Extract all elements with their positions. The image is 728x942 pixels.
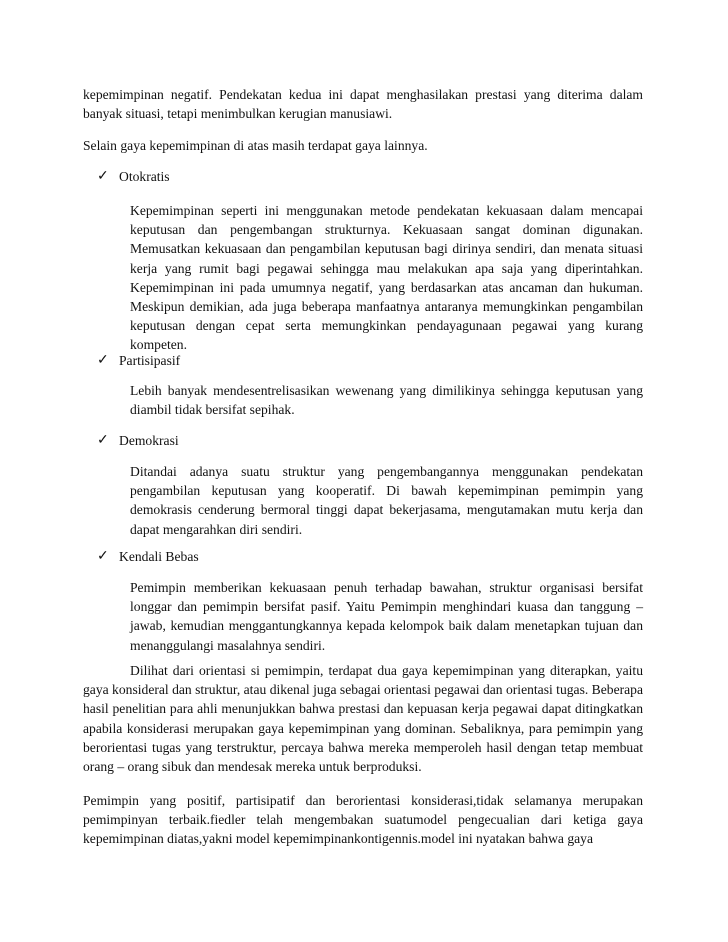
style-body-otokratis: Kepemimpinan seperti ini menggunakan metode pendekatan kekuasaan dalam mencapai keputusan dan pengembangan strukturnya. Kekuasaan sangat dominan digunakan. Memusatkan kekuasaan dan pengambilan keputusan bagi dirinya sendiri, dan menata situasi kerja yang rumit bagi pegawai sehingga mau melakukan apa saja yang diperintahkan. Kepemimpinan ini pada umumnya negatif, yang berdasarkan atas ancaman dan hukuman. Meskipun demikian, ada juga beberapa manfaatnya antaranya memungkinkan pengambilan keputusan dengan cepat serta memungkinkan pendayagunaan pegawai yang kurang kompeten. <box>130 203 643 353</box>
style-title: Partisipasif <box>119 353 181 368</box>
style-heading-kendali-bebas <box>97 547 199 566</box>
checkmark-icon: ✓ <box>97 549 109 564</box>
checkmark-icon: ✓ <box>97 169 109 184</box>
style-title: Kendali Bebas <box>119 549 199 564</box>
style-heading-partisipasif <box>97 351 180 370</box>
lead-paragraph: Selain gaya kepemimpinan di atas masih terdapat gaya lainnya. <box>83 138 428 153</box>
checkmark-icon: ✓ <box>97 433 109 448</box>
style-heading-demokrasi <box>97 431 179 450</box>
orientation-paragraph: Dilihat dari orientasi si pemimpin, terdapat dua gaya kepemimpinan yang diterapkan, yaitu gaya konsideral dan struktur, atau dikenal juga sebagai orientasi pegawai dan orientasi tugas. Beberapa hasil penelitian para ahli menunjukkan bahwa prestasi dan kepuasan kerja pegawai dapat ditingkatkan apabila konsiderasi merupakan gaya kepemimpinan yang dominan. Sebaliknya, para pemimpin yang berorientasi tugas yang terstruktur, percaya bahwa mereka memperoleh hasil dengan tetap membuat orang – orang sibuk dan mendesak mereka untuk berproduksi. <box>83 663 643 775</box>
style-body-kendali-bebas: Pemimpin memberikan kekuasaan penuh terhadap bawahan, struktur organisasi bersifat longgar dan pemimpin bersifat pasif. Yaitu Pemimpin menghindari kuasa dan tanggung – jawab, kemudian menggantungkannya kepada kelompok baik dalam menetapkan tujuan dan menanggulangi masalahnya sendiri. <box>130 580 643 653</box>
checkmark-icon: ✓ <box>97 353 109 368</box>
style-body-partisipasif: Lebih banyak mendesentrelisasikan wewenang yang dimilikinya sehingga keputusan yang diambil tidak bersifat sepihak. <box>130 383 643 418</box>
style-body-demokrasi: Ditandai adanya suatu struktur yang pengembangannya menggunakan pendekatan pengambilan keputusan yang kooperatif. Di bawah kepemimpinan pemimpin yang demokrasis cenderung bermoral tinggi dapat bekerjasama, mengutamakan mutu kerja dan dapat mengarahkan diri sendiri. <box>130 464 643 537</box>
style-title: Otokratis <box>119 169 170 184</box>
style-heading-otokratis <box>97 167 170 186</box>
closing-paragraph: Pemimpin yang positif, partisipatif dan berorientasi konsiderasi,tidak selamanya merupakan pemimpinyan terbaik.fiedler telah mengembakan suatumodel pengecualian dari ketiga gaya kepemimpinan diatas,yakni model kepemimpinankontigennis.model ini nyatakan bahwa gaya <box>83 793 643 847</box>
style-title: Demokrasi <box>119 433 179 448</box>
intro-paragraph: kepemimpinan negatif. Pendekatan kedua ini dapat menghasilakan prestasi yang diterima dalam banyak situasi, tetapi menimbulkan kerugian manusiawi. <box>83 87 643 122</box>
